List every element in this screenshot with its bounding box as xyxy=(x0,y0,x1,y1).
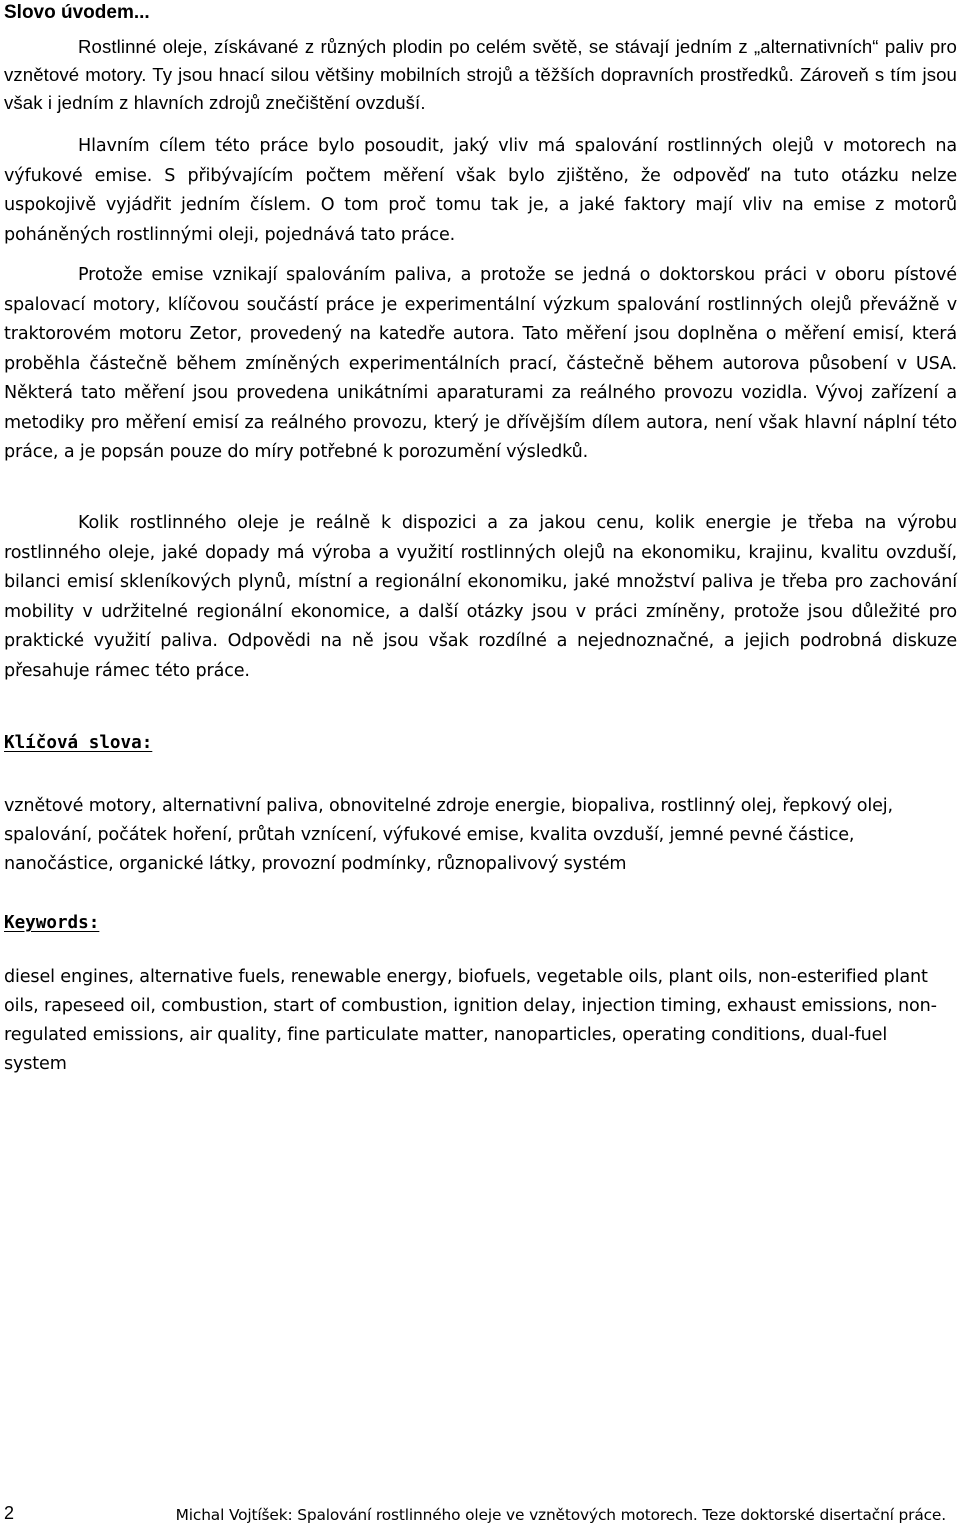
keywords-en-label: Keywords: xyxy=(4,913,100,933)
footer-citation: Michal Vojtíšek: Spalování rostlinného oleje ve vznětových motorech. Teze doktorské disertační práce. xyxy=(175,1506,946,1524)
intro-paragraph-4: Kolik rostlinného oleje je reálně k dispozici a za jakou cenu, kolik energie je třeba na výrobu rostlinného oleje, jaké dopady má výroba a využití rostlinných olejů na ekonomiku, krajinu, kvalitu ovzduší, bilanci emisí skleníkových plynů, místní a regionální ekonomiku, jaké množství paliva je třeba pro zachování mobility v udržitelné regionální ekonomice, a další otázky jsou v práci zmíněny, protože jsou důležité pro praktické využití paliva. Odpovědi na ně jsou však rozdílné a nejednoznačné, a jejich podrobná diskuze přesahuje rámec této práce. xyxy=(4,513,957,681)
keywords-cz-list: vznětové motory, alternativní paliva, obnovitelné zdroje energie, biopaliva, rostlinný olej, řepkový olej, spalování, počátek hoření, průtah vznícení, výfukové emise, kvalita ovzduší, jemné pevné částice, nanočástice, organické látky, provozní podmínky, různopalivový systém xyxy=(4,796,893,874)
section-heading: Slovo úvodem... xyxy=(4,2,150,23)
intro-paragraph-1: Rostlinné oleje, získávané z různých plodin po celém světě, se stávají jedním z „alternativních“ paliv pro vznětové motory. Ty jsou hnací silou většiny mobilních strojů a těžších dopravních prostředků. Zároveň s tím jsou však i jedním z hlavních zdrojů znečištění ovzduší. xyxy=(4,36,957,113)
keywords-cz-label: Klíčová slova: xyxy=(4,733,153,753)
keywords-en-list: diesel engines, alternative fuels, renewable energy, biofuels, vegetable oils, plant oils, non-esterified plant oils, rapeseed oil, combustion, start of combustion, ignition delay, injection timing, exhaust emissions, non-regulated emissions, air quality, fine particulate matter, nanoparticles, operating conditions, dual-fuel system xyxy=(4,967,937,1074)
page-number: 2 xyxy=(4,1503,15,1523)
page-footer xyxy=(0,1502,960,1526)
intro-paragraph-2: Hlavním cílem této práce bylo posoudit, jaký vliv má spalování rostlinných olejů v motorech na výfukové emise. S přibývajícím počtem měření však bylo zjištěno, že odpověď na tuto otázku nelze uspokojivě vyjádřit jedním číslem. O tom proč tomu tak je, a jaké faktory mají vliv na emise z motorů poháněných rostlinnými oleji, pojednává tato práce. xyxy=(4,136,957,245)
intro-paragraph-3: Protože emise vznikají spalováním paliva, a protože se jedná o doktorskou práci v oboru pístové spalovací motory, klíčovou součástí práce je experimentální výzkum spalování rostlinných olejů převážně v traktorovém motoru Zetor, provedený na katedře autora. Tato měření jsou doplněna o měření emisí, která proběhla částečně během zmíněných experimentálních prací, částečně během autorova působení v USA. Některá tato měření jsou provedena unikátními aparaturami za reálného provozu vozidla. Vývoj zařízení a metodiky pro měření emisí za reálného provozu, který je dřívějším dílem autora, není však hlavní náplní této práce, a je popsán pouze do míry potřebné k porozumění výsledků. xyxy=(4,265,957,462)
